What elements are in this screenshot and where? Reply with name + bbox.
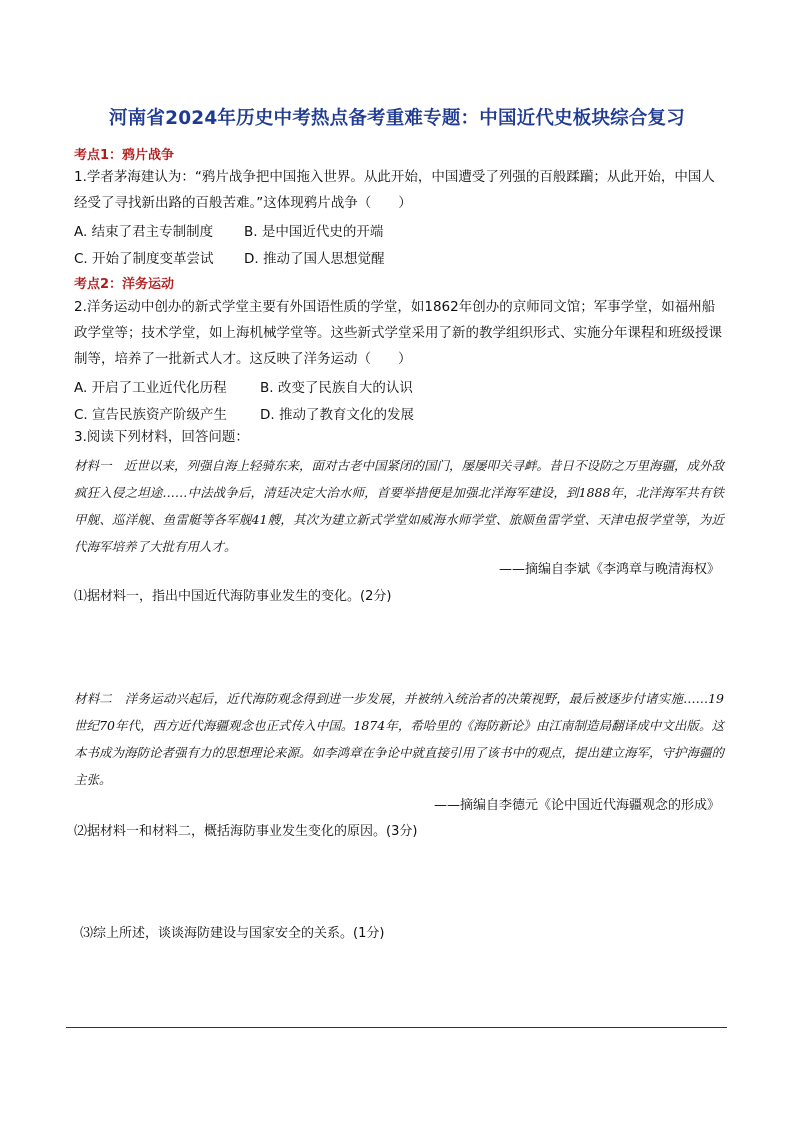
material-two-source: ——摘编自李德元《论中国近代海疆观念的形成》 [433,798,720,813]
document-title: 河南省2024年历史中考热点备考重难专题：中国近代史板块综合复习 [109,108,685,129]
material-one-source: ——摘编自李斌《李鸿章与晚清海权》 [498,562,720,577]
question-3-part-1: ⑴据材料一，指出中国近代海防事业发生的变化。(2分) [74,589,392,604]
question-2-option-c: C. 宣告民族资产阶级产生 [74,407,228,423]
question-1-option-d: D. 推动了国人思想觉醒 [244,251,385,267]
question-3-part-2: ⑵据材料一和材料二，概括海防事业发生变化的原因。(3分) [74,824,418,839]
question-2-options-row-1 [74,376,413,396]
question-2-option-d: D. 推动了教育文化的发展 [260,407,414,423]
question-1-option-a: A. 结束了君主专制制度 [74,224,214,240]
question-1-stem: 1.学者茅海建认为：“鸦片战争把中国拖入世界。从此开始，中国遭受了列强的百般蹂躏；从此开始，中国人经受了寻找新出路的百般苦难。”这体现鸦片战争（ ） [74,169,715,211]
question-1-options-row-2 [74,247,384,267]
question-3-stem: 3.阅读下列材料，回答问题： [74,429,249,445]
material-two: 材料二 洋务运动兴起后，近代海防观念得到进一步发展，并被纳入统治者的决策视野，最后被逐步付诸实施……19世纪70年代，西方近代海疆观念也正式传入中国。1874年，希哈里的《海防新论》由江南制造局翻译成中文出版。这本书成为海防论者强有力的思想理论来源。如李鸿章在争论中就直接引用了该书中的观点，提出建立海军，守护海疆的主张。 [74,691,725,787]
section-heading-opium-war: 考点1：鸦片战争 [74,148,175,163]
material-one: 材料一 近世以来，列强自海上轻骑东来，面对古老中国紧闭的国门，屡屡叩关寻衅。昔日不设防之万里海疆，成外敌疯狂入侵之坦途……中法战争后，清廷决定大治水师，首要举措便是加强北洋海军建设，到1888年，北洋海军共有铁甲舰、巡洋舰、鱼雷艇等各军舰41艘，其次为建立新式学堂如威海水师学堂、旅顺鱼雷学堂、天津电报学堂等，为近代海军培养了大批有用人才。 [74,458,725,554]
question-2-stem: 2.洋务运动中创办的新式学堂主要有外国语性质的学堂，如1862年创办的京师同文馆；军事学堂，如福州船政学堂等；技术学堂，如上海机械学堂等。这些新式学堂采用了新的教学组织形式、实施分年课程和班级授课制等，培养了一批新式人才。这反映了洋务运动（ ） [74,299,722,367]
question-1-options-row-1 [74,220,383,240]
section-heading-westernization: 考点2：洋务运动 [74,277,175,292]
question-3-part-3: ⑶综上所述，谈谈海防建设与国家安全的关系。(1分) [80,926,385,941]
question-1-option-c: C. 开始了制度变革尝试 [74,251,214,267]
question-2-option-a: A. 开启了工业近代化历程 [74,380,227,396]
question-1-option-b: B. 是中国近代史的开端 [244,224,384,240]
question-2-option-b: B. 改变了民族自大的认识 [260,380,413,396]
footer-divider [66,1027,727,1028]
question-2-options-row-2 [74,403,414,423]
